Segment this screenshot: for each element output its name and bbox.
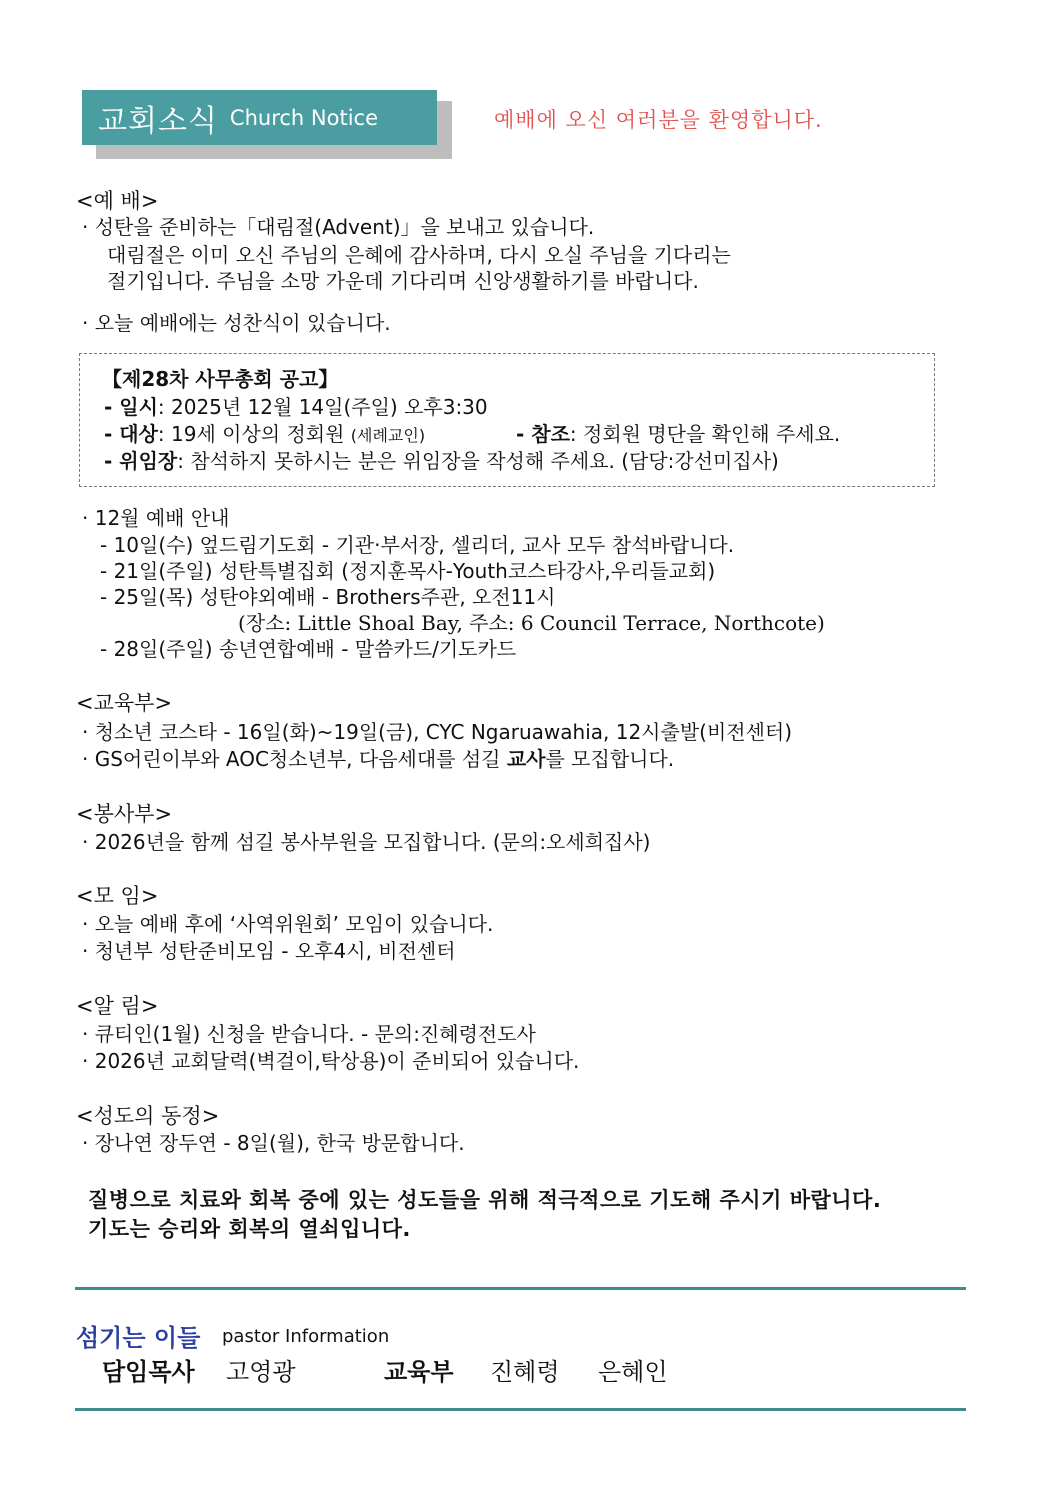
title-english: Church Notice [229, 105, 378, 130]
worship-heading: <예 배> [76, 189, 159, 213]
prayer-line-1: 질병으로 치료와 회복 중에 있는 성도들을 위해 적극적으로 기도해 주시기 바랍니다. [88, 1188, 882, 1212]
education-heading: <교육부> [76, 691, 173, 715]
senior-pastor-name: 고영광 [226, 1358, 296, 1386]
assembly-ref-value: : 정회원 명단을 확인해 주세요. [569, 422, 841, 446]
meeting-heading: <모 임> [76, 884, 159, 908]
senior-pastor-label: 담임목사 [102, 1358, 195, 1386]
december-item-3-location: (장소: Little Shoal Bay, 주소: 6 Council Terrace, Northcote) [238, 611, 825, 635]
section-title-box [82, 90, 437, 145]
assembly-target-note: (세례교인) [350, 426, 426, 445]
worship-line-4: · 오늘 예배에는 성찬식이 있습니다. [82, 311, 391, 335]
assembly-ref-label: - 참조 [516, 422, 570, 446]
assembly-date [104, 394, 488, 420]
pastors-title: 섬기는 이들 [76, 1324, 201, 1352]
december-heading: · 12월 예배 안내 [82, 506, 230, 530]
assembly-reference [516, 421, 840, 447]
service-line-1: · 2026년을 함께 섬길 봉사부원을 모집합니다. (문의:오세희집사) [82, 830, 651, 854]
assembly-proxy-label: - 위임장 [104, 449, 178, 473]
education-line-1: · 청소년 코스타 - 16일(화)~19일(금), CYC Ngaruawahia, 12시출발(비전센터) [82, 720, 793, 744]
service-heading: <봉사부> [76, 802, 173, 826]
december-item-3: - 25일(목) 성탄야외예배 - Brothers주관, 오전11시 [100, 585, 556, 609]
assembly-title: 【제28차 사무총회 공고】 [102, 367, 339, 391]
divider-bottom [75, 1408, 966, 1411]
members-line-1: · 장나연 장두연 - 8일(월), 한국 방문합니다. [82, 1131, 465, 1155]
education-pastor-name-1: 진혜령 [490, 1358, 560, 1386]
december-item-4: - 28일(주일) 송년연합예배 - 말씀카드/기도카드 [100, 637, 517, 661]
worship-line-2: 대림절은 이미 오신 주님의 은혜에 감사하며, 다시 오실 주님을 기다리는 [107, 243, 731, 267]
meeting-line-2: · 청년부 성탄준비모임 - 오후4시, 비전센터 [82, 939, 456, 963]
notice-line-1: · 큐티인(1월) 신청을 받습니다. - 문의:진혜령전도사 [82, 1022, 536, 1046]
worship-line-1: · 성탄을 준비하는「대림절(Advent)」을 보내고 있습니다. [82, 215, 595, 239]
assembly-proxy [104, 448, 779, 474]
education-pastor-name-2: 은혜인 [598, 1358, 668, 1386]
divider-top [75, 1287, 966, 1290]
welcome-message: 예배에 오신 여러분을 환영합니다. [494, 108, 823, 132]
education-line-2a: · GS어린이부와 AOC청소년부, 다음세대를 섬길 [82, 747, 507, 771]
december-item-1: - 10일(수) 엎드림기도회 - 기관·부서장, 셀리더, 교사 모두 참석바랍니다. [100, 533, 735, 557]
assembly-date-label: - 일시 [104, 395, 158, 419]
assembly-proxy-value: : 참석하지 못하시는 분은 위임장을 작성해 주세요. (담당:강선미집사) [177, 449, 779, 473]
members-heading: <성도의 동정> [76, 1104, 220, 1128]
assembly-date-value: : 2025년 12월 14일(주일) 오후3:30 [157, 395, 488, 419]
notice-line-2: · 2026년 교회달력(벽걸이,탁상용)이 준비되어 있습니다. [82, 1049, 580, 1073]
pastors-title-english: pastor Information [222, 1326, 390, 1347]
assembly-target-label: - 대상 [104, 422, 158, 446]
title-korean: 교회소식 [98, 103, 218, 139]
education-line-2c: 를 모집합니다. [545, 747, 675, 771]
notice-heading: <알 림> [76, 994, 159, 1018]
assembly-target-value: : 19세 이상의 정회원 [157, 422, 345, 446]
prayer-line-2: 기도는 승리와 회복의 열쇠입니다. [88, 1217, 411, 1241]
assembly-target [104, 421, 425, 449]
worship-line-3: 절기입니다. 주님을 소망 가운데 기다리며 신앙생활하기를 바랍니다. [107, 269, 699, 293]
education-line-2 [82, 746, 674, 772]
education-dept-label: 교육부 [384, 1358, 454, 1386]
education-line-2-teacher: 교사 [506, 747, 546, 771]
meeting-line-1: · 오늘 예배 후에 ‘사역위원회’ 모임이 있습니다. [82, 912, 494, 936]
december-item-2: - 21일(주일) 성탄특별집회 (정지훈목사-Youth코스타강사,우리들교회) [100, 559, 716, 583]
